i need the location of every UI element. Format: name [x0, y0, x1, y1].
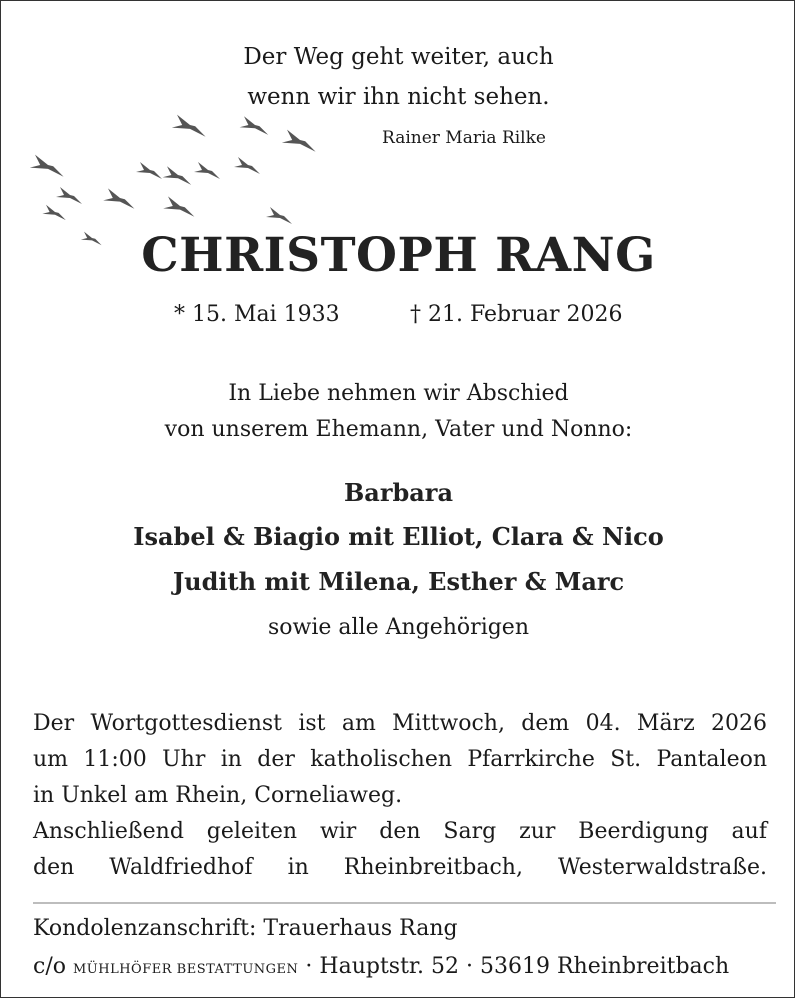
condolence-label: Kondolenzanschrift: Trauerhaus Rang — [33, 916, 458, 941]
quote-line-1: Der Weg geht weiter, auch — [243, 44, 554, 70]
birth-date: * 15. Mai 1933 — [174, 302, 340, 327]
city: 53619 Rheinbreitbach — [480, 954, 730, 979]
street: Hauptstr. 52 — [319, 954, 460, 979]
service-info — [33, 706, 767, 886]
service-line: Der Wortgottesdienst ist am Mittwoch, dem 04. März 2026 — [33, 711, 767, 736]
service-line: den Waldfriedhof in Rheinbreitbach, Westerwaldstraße. — [33, 855, 767, 880]
birds-flock-icon — [0, 0, 797, 260]
quote-author: Rainer Maria Rilke — [382, 128, 546, 148]
mourner-line: Judith mit Milena, Esther & Marc — [172, 567, 625, 596]
service-line: Anschließend geleiten wir den Sarg zur Beerdigung auf — [33, 819, 767, 844]
separator: · — [466, 954, 474, 979]
divider — [33, 902, 776, 904]
intro-line-1: In Liebe nehmen wir Abschied — [228, 381, 569, 406]
mourner-line: Isabel & Biagio mit Elliot, Clara & Nico — [133, 522, 664, 551]
condolence-address — [33, 954, 729, 979]
quote-line-2: wenn wir ihn nicht sehen. — [247, 84, 550, 110]
service-line: um 11:00 Uhr in der katholischen Pfarrkirche St. Pantaleon — [33, 747, 767, 772]
relatives-line: sowie alle Angehörigen — [267, 615, 529, 640]
service-line: in Unkel am Rhein, Corneliaweg. — [33, 783, 403, 808]
separator: · — [305, 954, 313, 979]
intro-line-2: von unserem Ehemann, Vater und Nonno: — [164, 417, 633, 442]
deceased-name: CHRISTOPH RANG — [141, 228, 656, 283]
mourner-line: Barbara — [343, 478, 453, 507]
death-date: † 21. Februar 2026 — [410, 302, 623, 327]
funeral-company: MÜHLHÖFER BESTATTUNGEN — [72, 962, 299, 977]
care-of: c/o — [33, 954, 66, 979]
